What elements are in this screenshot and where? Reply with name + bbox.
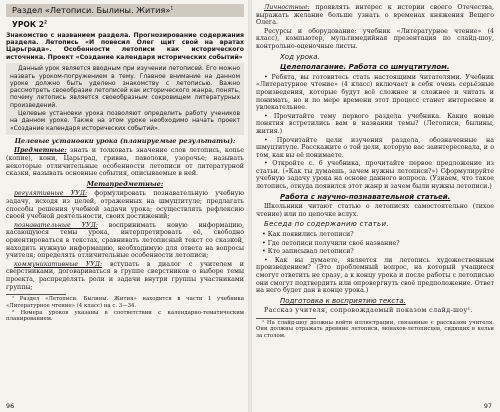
question-1: • Как появились летописи? <box>262 231 354 239</box>
lesson-title <box>12 21 244 29</box>
preparation-title: Подготовка к восприятию текста. <box>280 296 406 305</box>
subject-results <box>6 147 244 177</box>
communicative-label: коммуникативные УУД: <box>14 260 103 268</box>
communicative-text: вступать в диалог с учителем и сверстниками, договариваться в группе сверстников о выборе темы проекта, распределять роли и задачи внутри группы участниками группы; <box>6 260 244 291</box>
meta-title: Метапредметные: <box>86 179 164 188</box>
right-page <box>256 4 494 406</box>
reading-paragraph: Школьники читают статью о летописях самостоятельно (тихое чтение) или по цепочке вслух. <box>256 203 494 218</box>
reading-title: Работа с научно-познавательной статьей. <box>280 192 451 201</box>
question-4: • Как вы думаете, является ли летопись художественным произведением? (Это проблемный вопрос, на который учащиеся смогут ответить не сразу, а к концу урока и после работы с летописью они смогут подтвердить или опровергнуть своё предположение. Ответ на него будет дан в конце урока.) <box>256 256 494 295</box>
header-footnote-mark: 1 <box>170 6 174 12</box>
course-title: Ход урока. <box>280 52 320 61</box>
question-2: • Где летописи получили своё название? <box>262 239 400 247</box>
goal-title: Целеполагание. Работа со шмуцтитулом. <box>280 63 450 72</box>
page-number-left: 96 <box>6 402 15 410</box>
footnote-1: ¹ Раздел «Летописи. Былины. Жития» находится в части 1 учебника «Литературное чтение» (4 класс) на с. 3—34. <box>6 296 244 309</box>
cognitive-label: познавательные УУД: <box>14 221 98 229</box>
personal-text: проявлять интерес к истории своего Отечества, выражать желание больше узнать о временах княжения Вещего Олега. <box>256 4 494 27</box>
subject-text: знать и толковать значение слов летопись, копье (копие), кони, Царьград, гривна, паволоки, узорочье; называть некоторые отличительные особенности летописи от литературной сказки, называть основные события, описываемые в ней. <box>6 147 244 178</box>
page-number-right: 97 <box>483 402 492 410</box>
conversation-title: Беседа по содержанию статьи. <box>264 220 389 229</box>
cognitive-results <box>6 222 244 260</box>
cognitive-text: воспринимать новую информацию, касающуюся темы урока, интерпретировать её, свободно ориентироваться в текстах, сравнивать летописный текст со сказкой, находить нужную информацию, необходимую для ответа на вопросы учителя; определять отличительные особенности летописи; <box>6 221 244 260</box>
book-gutter <box>248 0 252 412</box>
left-page <box>6 4 244 406</box>
question-3: • Кто записывал летописи? <box>262 248 354 256</box>
intro-paragraph-2: Целевые установки урока позволяют определить работу учеников на данном уроке. Также на этом уроке необходимо начать проект «Создание календаря исторических событий». <box>10 110 240 132</box>
intro-paragraph-1: Данный урок является вводным при изучении летописей. Его можно назвать уроком-погружением в тему. Главное внимание на данном уроке должно быть уделено знакомству с летописью. Важно рассмотреть своеобразие летописей как исторического жанра, понять, почему летопись является своеобразным сокровищем литературных произведений. <box>10 65 240 109</box>
preparation-paragraph: Рассказ учителя, сопровождаемый показом слайд-шоу¹. <box>264 307 473 315</box>
subject-label: Предметные: <box>14 147 67 155</box>
lesson-label: УРОК 2 <box>12 20 45 29</box>
regulatory-results <box>6 190 244 220</box>
goal-paragraph-3: • Прочитайте цели изучения раздела, обозначенные на шмуцтитуле. Расскажите о той цели, которую вас заинтересовала, и о том, как вы её понимаете. <box>256 136 494 159</box>
communicative-results <box>6 261 244 291</box>
personal-results <box>256 4 494 27</box>
resources-paragraph: Ресурсы и оборудование: учебник «Литературное чтение» (4 класс), компьютер, мультимедийная презентация по слайд-шоу, контрольно-оценочные листы. <box>256 27 494 50</box>
regulatory-label: регулятивные УУД: <box>14 190 88 198</box>
goal-paragraph-1: • Ребята, вы готовитесь стать настоящими читателями. Учебник «Литературное чтение» (4 класс) включает в себя очень серьёзные произведения, которые будут всё сложнее и сложнее и читать и понимать, но и по мере времени этот процесс станет интереснее и увлекательнее. <box>256 73 494 112</box>
lesson-footnote-mark: 2 <box>44 20 48 26</box>
footnote-right: ¹ На слайд-шоу должны войти иллюстрации, связанные с рассказом учителя. Они должны отражать древние летописи, монахов-летописцев, сидящих в кельи за столом. <box>256 319 494 339</box>
section-header-text: Раздел «Летописи. Былины. Жития» <box>12 5 171 15</box>
personal-label: Личностные: <box>264 4 310 11</box>
section-header <box>6 4 244 17</box>
goal-paragraph-2: • Прочитайте тему первого раздела учебника. Какие новые понятия встретились вам в названии темы? (Летописи, былины, жития.) <box>256 112 494 135</box>
intro-box <box>6 63 244 135</box>
goal-paragraph-4: • Откройте с. 6 учебника, прочитайте первое предложение из статьи. («Как ты думаешь, зачем нужны летописи?») Сформулируйте учебную задачу урока на основе данного вопроса. (Узнаем, что такое летопись, откуда появился этот жанр и зачем были нужны летописи.) <box>256 160 494 191</box>
lesson-topic: Знакомство с названием раздела. Прогнозирование содержания раздела. Летопись «И повесил Олег щит свой на вратах Царьграда». Особенности летописи как исторического источника. Проект «Создание календаря исторических событий» <box>6 31 244 61</box>
footnote-2: ² Номера уроков указаны в соответствии с календарно-тематическим планированием. <box>6 309 244 323</box>
targets-title: Целевые установки урока (планируемые результаты): <box>14 136 236 145</box>
footnote-rule-right <box>256 318 316 319</box>
regulatory-text: формулировать познавательную учебную задачу, исходя из целей, отраженных на шмуцтитуле; предлагать способы решения учебной задачи урока; осуществлять рефлексию своей учебной деятельности, своих достижений; <box>6 190 244 221</box>
